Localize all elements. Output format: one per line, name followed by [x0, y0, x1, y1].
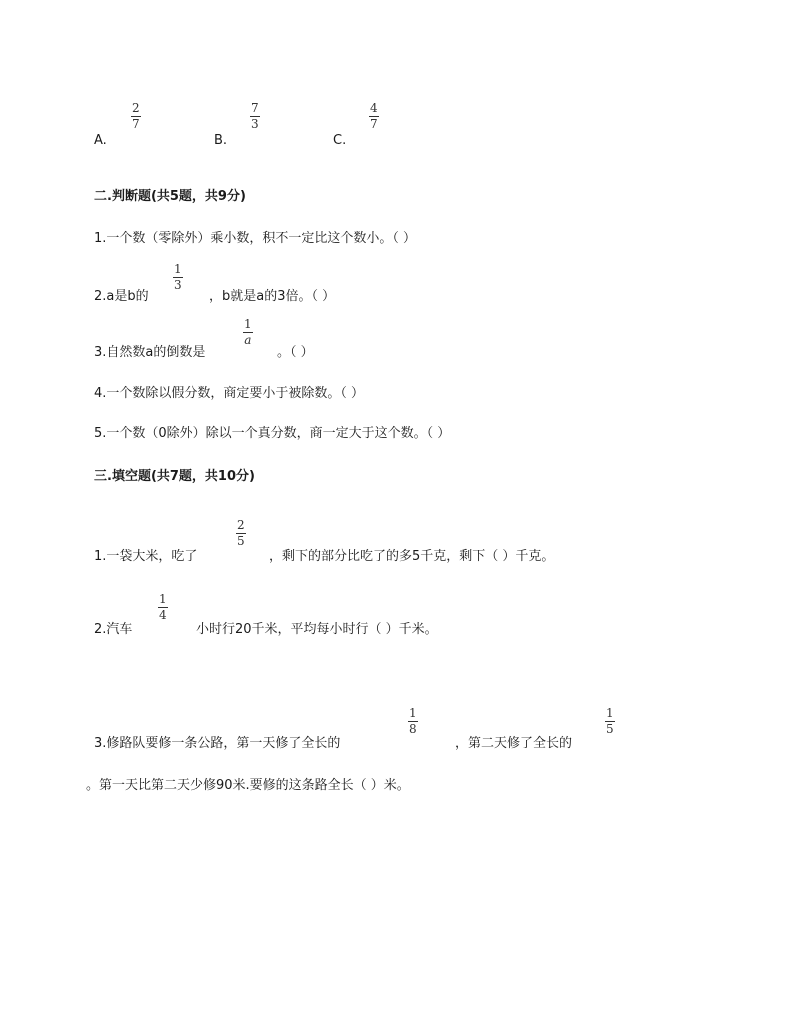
- question-text-after: 。（ ）: [277, 345, 314, 360]
- option-c-numerator: 4: [370, 101, 378, 115]
- question-text-after: 小时行20千米，平均每小时行（ ）千米。: [196, 622, 438, 637]
- question-fraction-1: [408, 707, 418, 736]
- option-c-fraction: [369, 102, 379, 131]
- fraction-numerator: 1: [244, 317, 252, 331]
- question-fraction: [173, 263, 183, 292]
- option-b-denominator: 3: [251, 117, 259, 131]
- fraction-numerator: 2: [237, 518, 245, 532]
- section2-title: 二.判断题(共5题，共9分): [94, 189, 246, 204]
- fraction-denominator: 5: [606, 722, 614, 736]
- question-text-middle: ，第二天修了全长的: [455, 736, 573, 751]
- question-text-line2: 。第一天比第二天少修90米.要修的这条路全长（ ）米。: [86, 778, 410, 793]
- section2-question-1: 1.一个数（零除外）乘小数，积不一定比这个数小。（ ）: [94, 231, 417, 246]
- fraction-numerator: 1: [174, 262, 182, 276]
- question-text-after: ，b就是a的3倍。（ ）: [209, 289, 336, 304]
- fraction-numerator: 1: [409, 706, 417, 720]
- option-b-label: B.: [214, 133, 228, 148]
- option-c-label: C.: [333, 133, 347, 148]
- fraction-numerator: 1: [159, 592, 167, 606]
- section3-title: 三.填空题(共7题，共10分): [94, 469, 255, 484]
- question-text-before: 3.修路队要修一条公路，第一天修了全长的: [94, 736, 341, 751]
- question-text-before: 3.自然数a的倒数是: [94, 345, 206, 360]
- option-b-numerator: 7: [251, 101, 259, 115]
- question-fraction-2: [605, 707, 615, 736]
- option-a-denominator: 7: [132, 117, 140, 131]
- fraction-denominator: a: [244, 333, 252, 347]
- option-a-fraction: [131, 102, 141, 131]
- option-a-numerator: 2: [132, 101, 140, 115]
- question-fraction: [158, 593, 168, 622]
- option-a-label: A.: [94, 133, 107, 148]
- question-text-after: ，剩下的部分比吃了的多5千克，剩下（ ）千克。: [269, 549, 555, 564]
- question-fraction: [236, 519, 246, 548]
- fraction-denominator: 4: [159, 608, 167, 622]
- question-text-before: 2.a是b的: [94, 289, 149, 304]
- fraction-numerator: 1: [606, 706, 614, 720]
- option-c-denominator: 7: [370, 117, 378, 131]
- section2-question-5: 5.一个数（0除外）除以一个真分数，商一定大于这个数。（ ）: [94, 426, 451, 441]
- question-fraction: [243, 318, 253, 347]
- fraction-denominator: 3: [174, 278, 182, 292]
- question-text-before: 2.汽车: [94, 622, 133, 637]
- fraction-denominator: 8: [409, 722, 417, 736]
- section2-question-4: 4.一个数除以假分数，商定要小于被除数。（ ）: [94, 386, 365, 401]
- question-text-before: 1.一袋大米，吃了: [94, 549, 198, 564]
- option-b-fraction: [250, 102, 260, 131]
- fraction-denominator: 5: [237, 534, 245, 548]
